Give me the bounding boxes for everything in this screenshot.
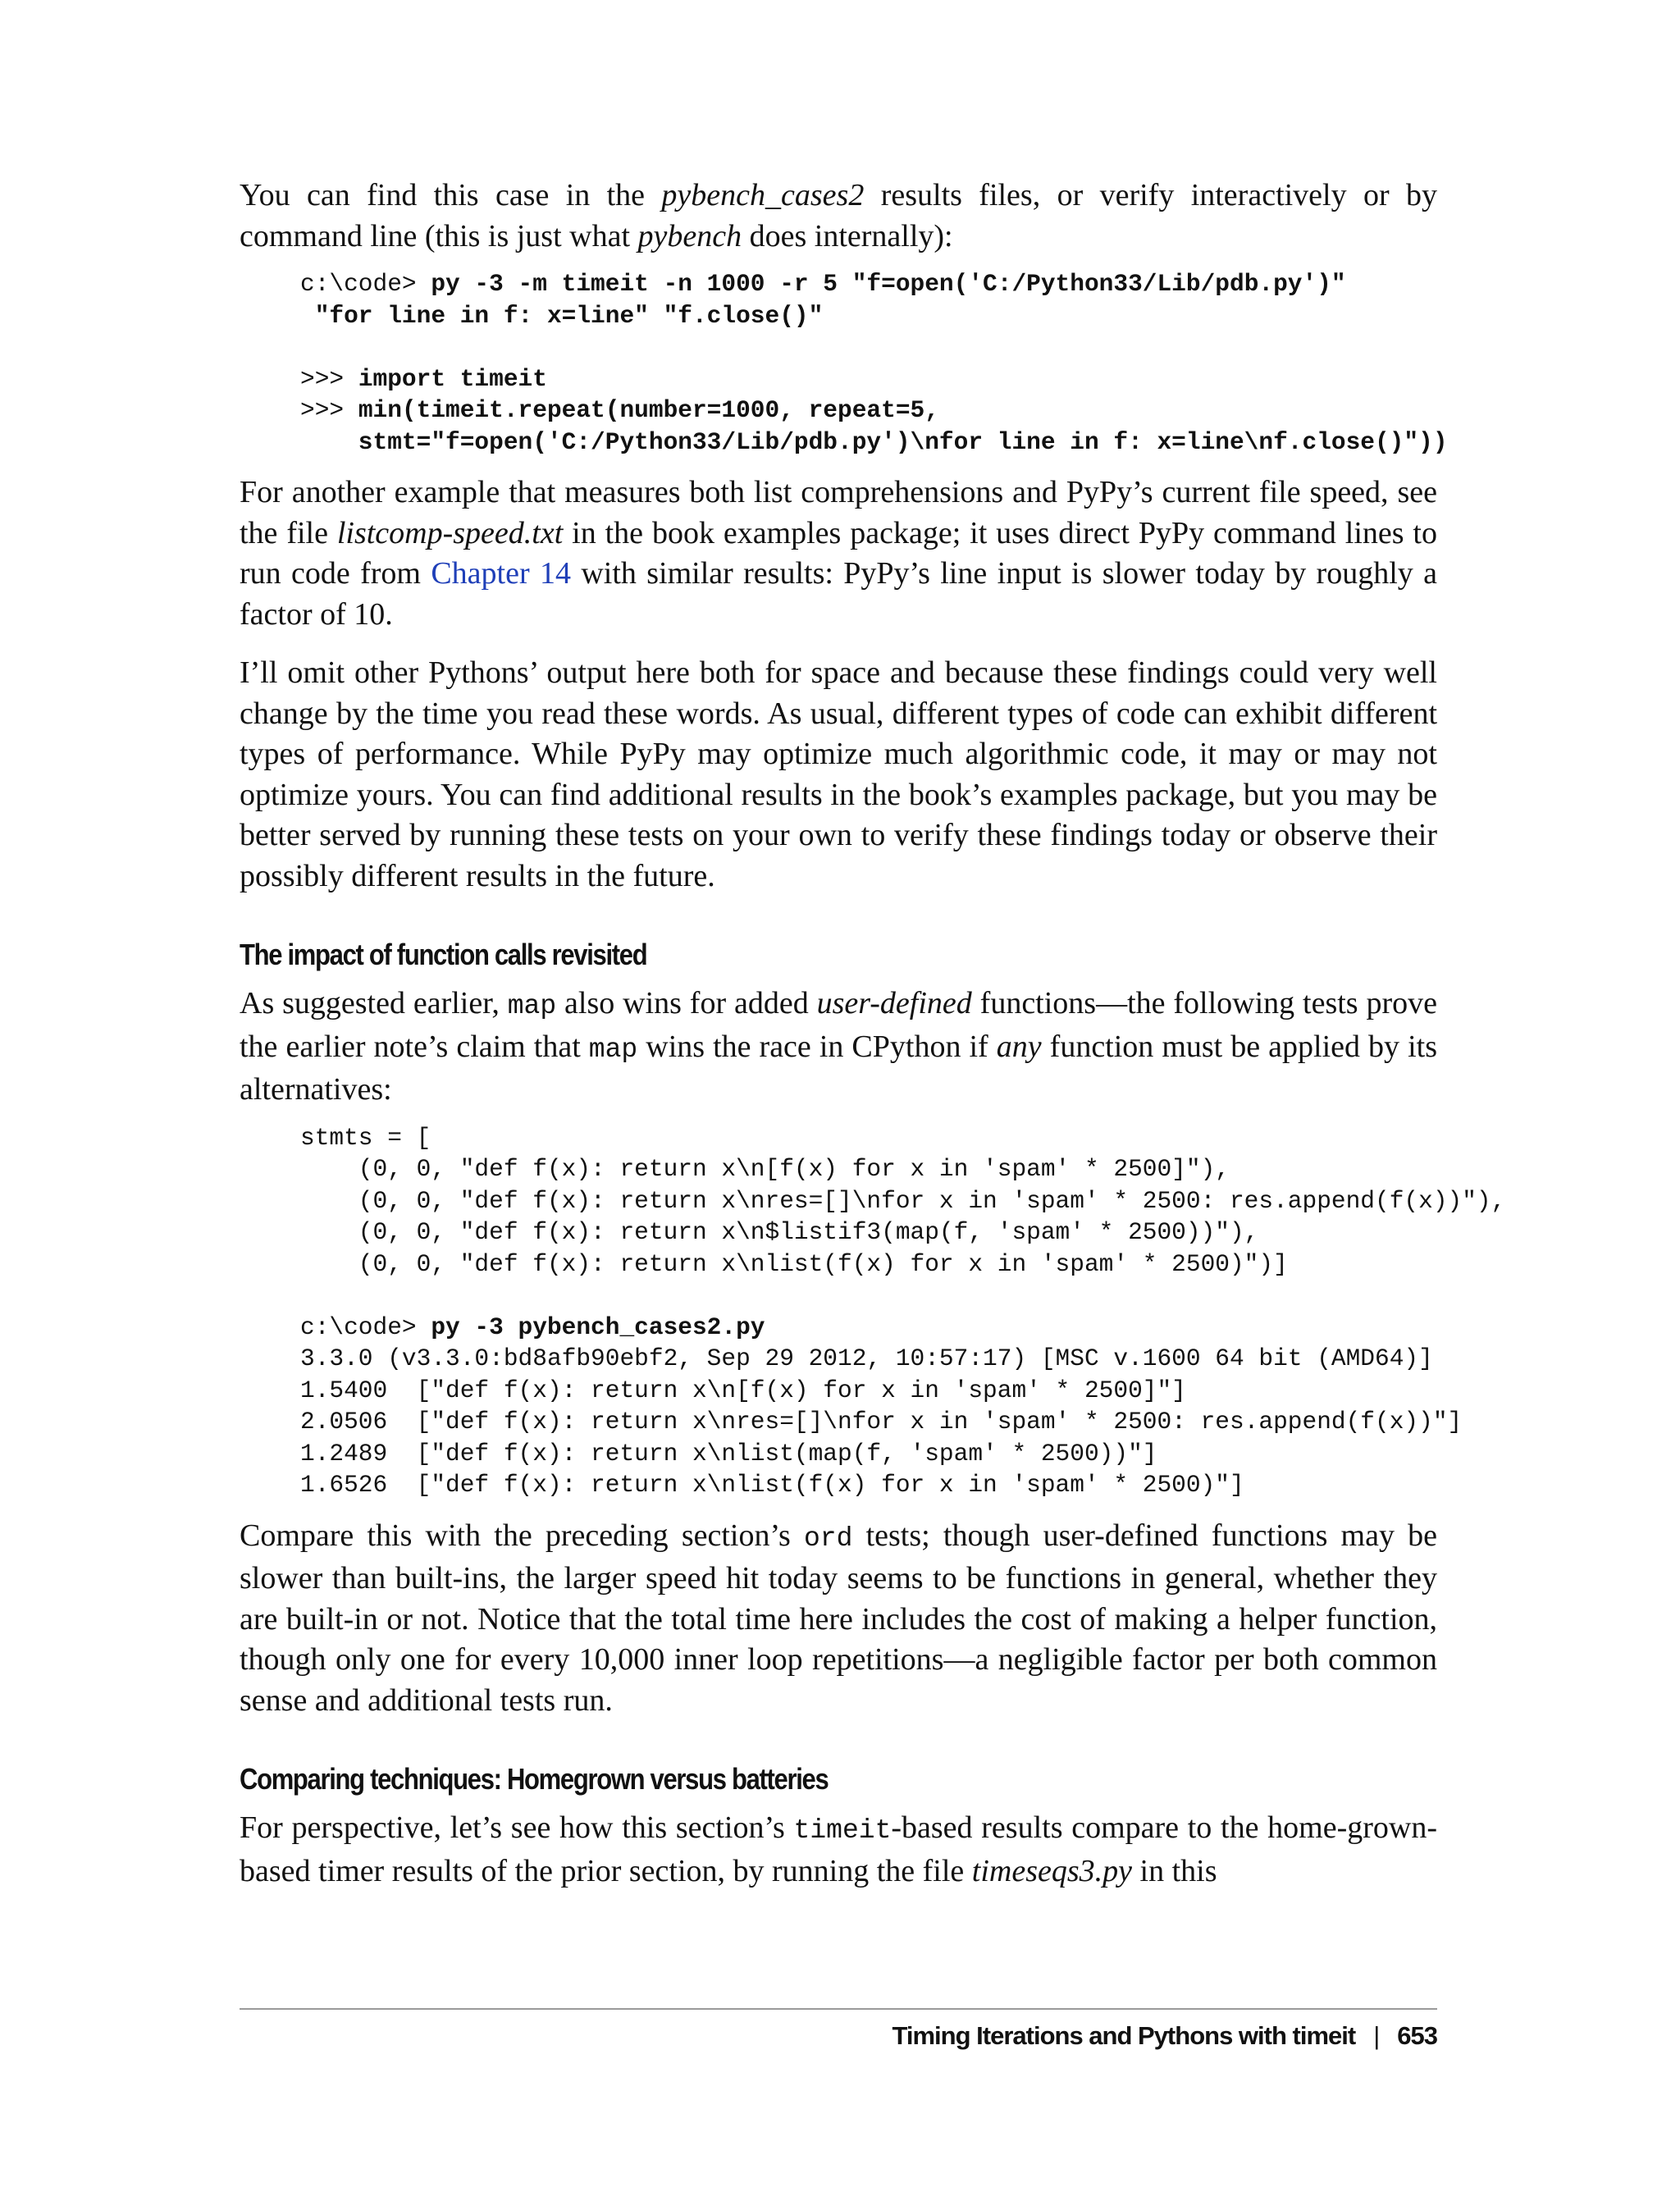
text-run: with similar results: PyPy’s line input is slower today by roughly a factor of 10.	[240, 556, 1437, 632]
code-block-1	[240, 268, 1448, 458]
text-run: in the book examples package; it uses direct PyPy command lines to run code from	[240, 515, 1437, 591]
text-run: also wins for added	[556, 986, 817, 1020]
section-heading-comparing-techniques: Comparing techniques: Homegrown versus batteries	[240, 1762, 829, 1796]
text-run: For perspective, let’s see how this section’s	[240, 1810, 794, 1845]
inline-code-ord: ord	[804, 1522, 853, 1554]
code-line: (0, 0, "def f(x): return x\nlist(f(x) for x in 'spam' * 2500)")]	[300, 1249, 1288, 1278]
code-line: (0, 0, "def f(x): return x\nres=[]\nfor x in 'spam' * 2500: res.append(f(x))"),	[300, 1186, 1506, 1215]
paragraph-6	[240, 1808, 1437, 1892]
code-prompt: c:\code>	[300, 1312, 431, 1341]
output-line: 1.2489 ["def f(x): return x\nlist(map(f, 'spam' * 2500))"]	[300, 1439, 1157, 1468]
output-line: 3.3.0 (v3.3.0:bd8afb90ebf2, Sep 29 2012, 10:57:17) [MSC v.1600 64 bit (AMD64)]	[300, 1344, 1433, 1372]
code-prompt: >>>	[300, 396, 358, 424]
filename-listcomp-speed: listcomp-speed.txt	[336, 515, 564, 550]
page-footer	[892, 2021, 1438, 2051]
text-run: Compare this with the preceding section’s	[240, 1518, 804, 1553]
text-run: in this	[1132, 1853, 1217, 1888]
text-run: functions—the following tests prove the earlier note’s claim that	[240, 986, 1437, 1064]
page-content	[240, 176, 1506, 1892]
footer-rule	[240, 2008, 1437, 2010]
code-command: "for line in f: x=line" "f.close()"	[300, 301, 824, 330]
output-line: 1.6526 ["def f(x): return x\nlist(f(x) for x in 'spam' * 2500)"]	[300, 1471, 1244, 1499]
paragraph-2	[240, 472, 1437, 635]
inline-code-map: map	[507, 991, 557, 1021]
filename-pybench-cases2: pybench_cases2	[661, 178, 865, 212]
code-prompt: c:\code>	[300, 270, 431, 298]
paragraph-4	[240, 984, 1437, 1111]
paragraph-3: I’ll omit other Pythons’ output here both for space and because these findings could very well change by the time you read these words. As usual, different types of code can exhibit different types of performance. While PyPy may optimize much algorithmic code, it may or may not optimize yours. You can find additional results in the book’s examples package, but you may be better served by running these tests on your own to verify these findings today or observe their possibly different results in the future.	[240, 655, 1437, 893]
text-run: For another example that measures both list comprehensions and PyPy’s current file speed, see the file	[240, 475, 1437, 550]
code-line: stmts = [	[300, 1123, 431, 1152]
inline-code-timeit: timeit	[793, 1815, 892, 1846]
code-command: min(timeit.repeat(number=1000, repeat=5,	[358, 396, 939, 424]
tool-name-pybench: pybench	[637, 218, 742, 253]
code-line: (0, 0, "def f(x): return x\n[f(x) for x in 'spam' * 2500]"),	[300, 1155, 1230, 1183]
chapter-14-link[interactable]: Chapter 14	[431, 556, 571, 591]
inline-code-map: map	[588, 1034, 638, 1065]
page-number: 653	[1397, 2021, 1437, 2050]
text-run: tests; though user-defined functions may be slower than built-ins, the larger speed hit today seems to be functions in general, whether they are built-in or not. Notice that the total time here includes the cost of making a helper function, though only one for every 10,000 inner loop repetitions—a negligible factor per both common sense and additional tests run.	[240, 1518, 1437, 1718]
emphasis-user-defined: user-defined	[816, 986, 972, 1020]
code-prompt: >>>	[300, 364, 358, 393]
text-run: function must be applied by its alternatives:	[240, 1029, 1438, 1107]
text-run: results files, or verify interactively or by command line (this is just what	[240, 178, 1437, 253]
code-command: py -3 -m timeit -n 1000 -r 5 "f=open('C:/Python33/Lib/pdb.py')"	[431, 270, 1346, 298]
paragraph-1	[240, 176, 1437, 257]
footer-separator: |	[1373, 2021, 1380, 2050]
output-line: 2.0506 ["def f(x): return x\nres=[]\nfor x in 'spam' * 2500: res.append(f(x))"]	[300, 1408, 1463, 1436]
section-heading-function-calls: The impact of function calls revisited	[240, 938, 647, 971]
output-line: 1.5400 ["def f(x): return x\n[f(x) for x in 'spam' * 2500]"]	[300, 1376, 1186, 1404]
text-run: -based results compare to the home‑grown-based timer results of the prior section, by running the file	[240, 1810, 1437, 1888]
code-block-2	[240, 1122, 1506, 1501]
running-title: Timing Iterations and Pythons with timeit	[892, 2021, 1356, 2050]
paragraph-5	[240, 1516, 1437, 1722]
text-run: does internally):	[742, 218, 953, 253]
text-run: You can find this case in the	[240, 178, 662, 212]
code-command: import timeit	[358, 364, 547, 393]
code-line: (0, 0, "def f(x): return x\n$listif3(map(f, 'spam' * 2500))"),	[300, 1218, 1259, 1246]
text-run: wins the race in CPython if	[637, 1029, 997, 1064]
text-run: As suggested earlier,	[240, 986, 508, 1020]
filename-timeseqs3: timeseqs3.py	[971, 1853, 1133, 1888]
code-command: py -3 pybench_cases2.py	[431, 1312, 765, 1341]
emphasis-any: any	[996, 1029, 1042, 1064]
code-command: stmt="f=open('C:/Python33/Lib/pdb.py')\nfor line in f: x=line\nf.close()"))	[300, 427, 1448, 456]
